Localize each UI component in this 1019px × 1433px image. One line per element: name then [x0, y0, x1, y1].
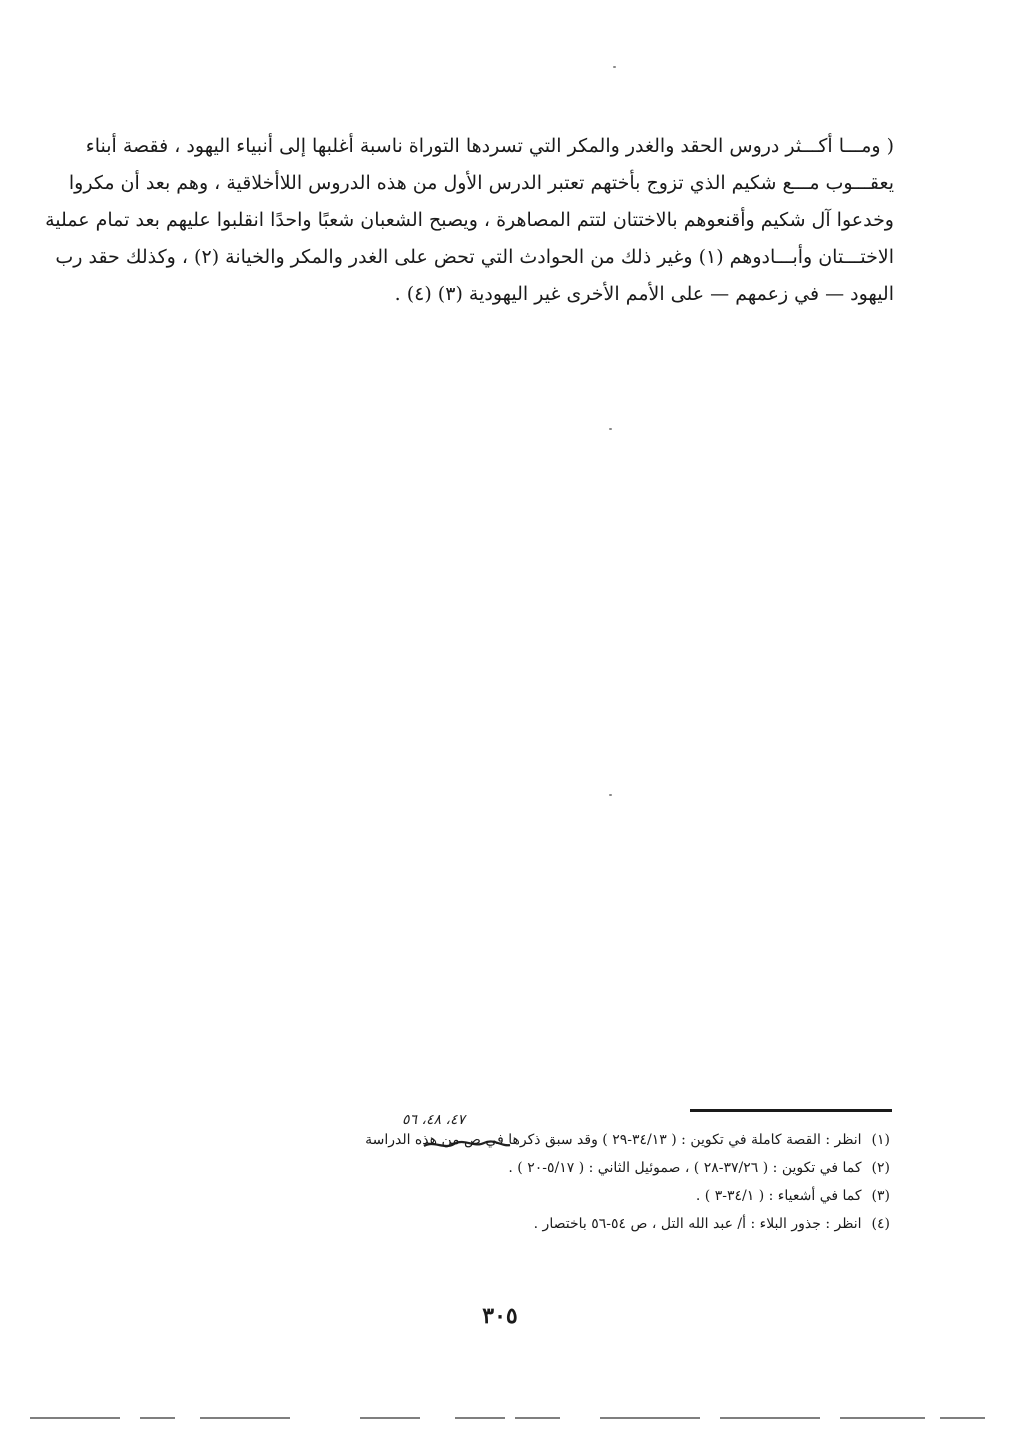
main-paragraph — [45, 128, 894, 313]
paragraph-line: اليهود — في زعمهم — على الأمم الأخرى غير اليهودية (٣) (٤) . — [394, 283, 894, 305]
paragraph-line: وخدعوا آل شكيم وأقنعوهم بالاختتان لتتم المصاهرة ، ويصبح الشعبان شعبًا واحدًا انقلبوا عليهم بعد تمام عملية — [45, 209, 894, 231]
footnote-item — [290, 1154, 890, 1182]
footnote-item — [290, 1182, 890, 1210]
page-number: ٣٠٥ — [482, 1303, 518, 1329]
footnote-number: (٣) — [871, 1188, 890, 1204]
paragraph-line: الاختـــتان وأبـــادوهم (١) وغير ذلك من الحوادث التي تحض على الغدر والمكر والخيانة (٢) ، وكذلك حقد رب — [55, 246, 894, 268]
footnote-text: كما في أشعياء : ( ٣٤/١-٣ ) . — [695, 1188, 862, 1204]
footnote-number: (٤) — [871, 1216, 890, 1232]
paragraph-line: يعقـــوب مـــع شكيم الذي تزوج بأختهم تعتبر الدرس الأول من هذه الدروس اللاأخلاقية ، وهم بعد أن مكروا — [68, 172, 894, 194]
footnote-text: انظر : جذور البلاء : أ/ عبد الله التل ، ص ٥٤-٥٦ باختصار . — [533, 1216, 862, 1232]
scan-speck — [609, 794, 612, 796]
scan-speck — [609, 428, 612, 430]
footnote-item — [290, 1126, 890, 1154]
footnote-text: انظر : القصة كاملة في تكوين : ( ٣٤/١٣-٢٩ ) وقد سبق ذكرها في ص من هذه الدراسة — [365, 1132, 862, 1148]
footnote-number: (٢) — [871, 1160, 890, 1176]
footnote-item — [290, 1210, 890, 1238]
footnote-separator — [690, 1109, 892, 1112]
paragraph-line: ( ومـــا أكـــثر دروس الحقد والغدر والمكر التي تسردها التوراة ناسبة أغلبها إلى أنبياء اليهود ، فقصة أبناء — [85, 135, 894, 157]
footnote-number: (١) — [871, 1132, 890, 1148]
footnotes-list — [290, 1126, 890, 1238]
footnote-text: كما في تكوين : ( ٣٧/٢٦-٢٨ ) ، صموئيل الثاني : ( ٥/١٧-٢٠ ) . — [508, 1160, 862, 1176]
scan-edge-line — [0, 1416, 1019, 1420]
handwritten-note: ٤٧، ٤٨، ٥٦ — [402, 1112, 466, 1128]
scan-speck — [613, 66, 616, 68]
